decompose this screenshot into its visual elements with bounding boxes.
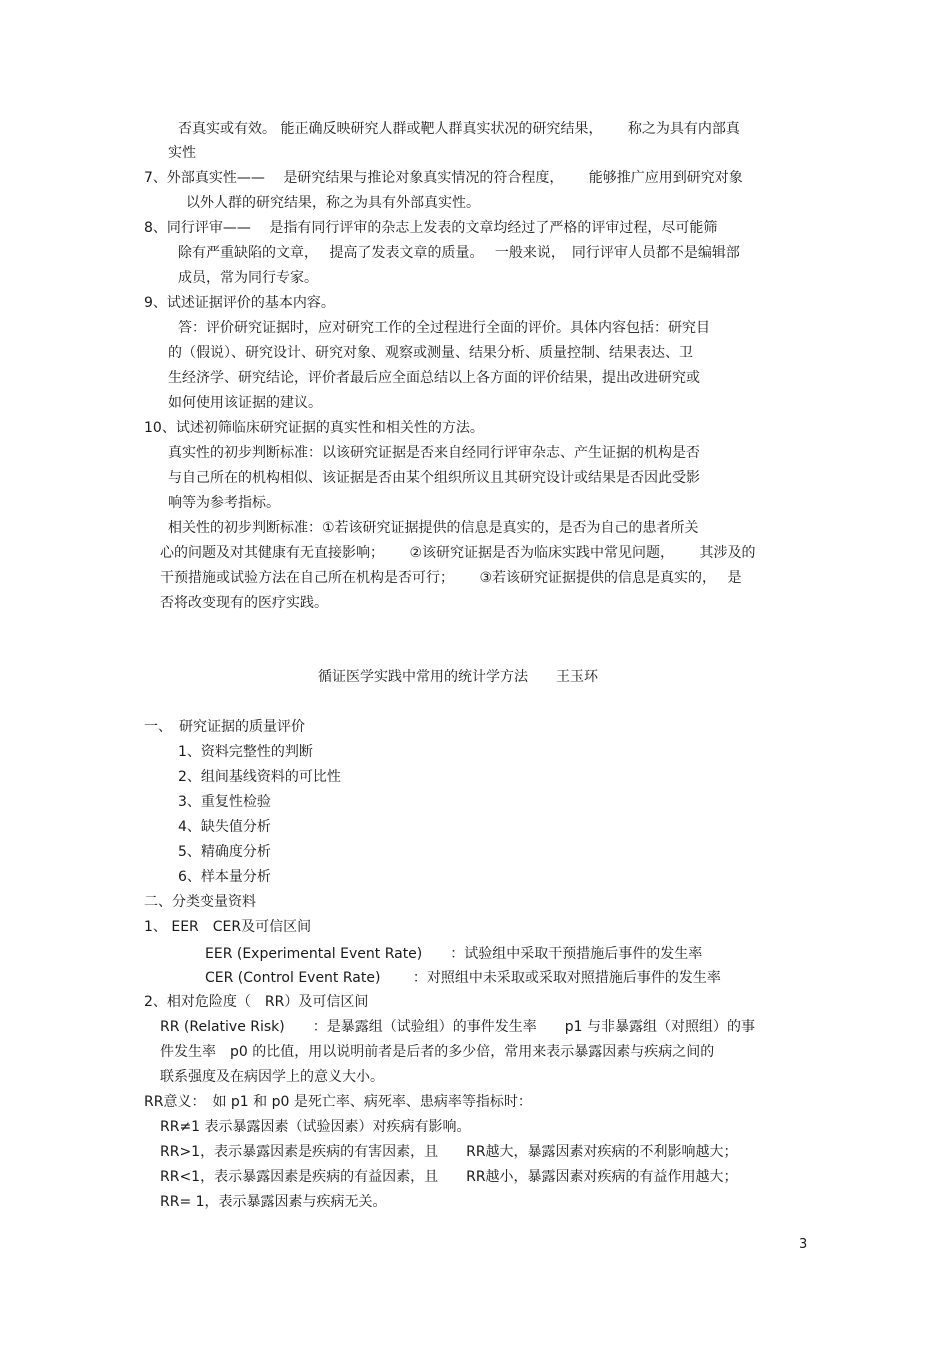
text-line: 2、相对危险度（ RR）及可信区间 xyxy=(144,994,369,1010)
text-line: 干预措施或试验方法在自己所在机构是否可行； ③若该研究证据提供的信息是真实的， 是 xyxy=(160,570,742,586)
text-line: 答：评价研究证据时，应对研究工作的全过程进行全面的评价。具体内容包括：研究目 xyxy=(178,320,710,336)
text-line: 响等为参考指标。 xyxy=(168,495,280,511)
text-line: 生经济学、研究结论，评价者最后应全面总结以上各方面的评价结果，提出改进研究或 xyxy=(168,370,700,386)
section-title: 循证医学实践中常用的统计学方法 王玉环 xyxy=(318,669,598,685)
text-line: 实性 xyxy=(168,145,196,161)
list-item: 1、资料完整性的判断 xyxy=(178,744,313,760)
text-line: 9、试述证据评价的基本内容。 xyxy=(144,295,335,311)
text-line: 8、同行评审—— 是指有同行评审的杂志上发表的文章均经过了严格的评审过程，尽可能筛 xyxy=(144,220,718,236)
text-line: RR<1，表示暴露因素是疾病的有益因素，且 RR越小，暴露因素对疾病的有益作用越大； xyxy=(160,1169,738,1185)
text-line: 相关性的初步判断标准：①若该研究证据提供的信息是真实的，是否为自己的患者所关 xyxy=(168,520,699,536)
text-line: 真实性的初步判断标准：以该研究证据是否来自经同行评审杂志、产生证据的机构是否 xyxy=(168,445,700,461)
text-line: RR (Relative Risk) ：是暴露组（试验组）的事件发生率 p1 与非暴露组（对照组）的事 xyxy=(160,1019,755,1035)
text-line: 成员，常为同行专家。 xyxy=(178,270,318,286)
list-item: 2、组间基线资料的可比性 xyxy=(178,769,341,785)
text-line: 二、分类变量资料 xyxy=(144,894,256,910)
text-line: 否将改变现有的医疗实践。 xyxy=(160,595,328,611)
list-item: 4、缺失值分析 xyxy=(178,819,271,835)
text-line: 的（假说）、研究设计、研究对象、观察或测量、结果分析、质量控制、结果表达、卫 xyxy=(168,345,693,361)
text-line: 一、 研究证据的质量评价 xyxy=(144,719,305,735)
text-line: 与自己所在的机构相似、该证据是否由某个组织所议且其研究设计或结果是否因此受影 xyxy=(168,470,700,486)
text-line: 心的问题及对其健康有无直接影响； ②该研究证据是否为临床实践中常见问题， 其涉及的 xyxy=(160,545,756,561)
text-line: RR>1，表示暴露因素是疾病的有害因素，且 RR越大，暴露因素对疾病的不利影响越大； xyxy=(160,1144,738,1160)
text-line: 如何使用该证据的建议。 xyxy=(168,395,322,411)
text-line: 1、 EER CER及可信区间 xyxy=(144,919,312,935)
list-item: 6、样本量分析 xyxy=(178,869,271,885)
list-item: 3、重复性检验 xyxy=(178,794,271,810)
page-number: 3 xyxy=(799,1237,808,1252)
text-line: 7、外部真实性—— 是研究结果与推论对象真实情况的符合程度， 能够推广应用到研究对象 xyxy=(144,170,743,186)
text-line: RR= 1，表示暴露因素与疾病无关。 xyxy=(160,1194,387,1210)
list-item: 5、精确度分析 xyxy=(178,844,271,860)
text-line: 件发生率 p0 的比值，用以说明前者是后者的多少倍，常用来表示暴露因素与疾病之间的 xyxy=(160,1044,715,1060)
text-line: CER (Control Event Rate) ：对照组中未采取或采取对照措施后事件的发生率 xyxy=(205,970,721,986)
text-line: 除有严重缺陷的文章， 提高了发表文章的质量。 一般来说， 同行评审人员都不是编辑部 xyxy=(178,245,740,261)
text-line: 联系强度及在病因学上的意义大小。 xyxy=(160,1069,384,1085)
text-line: 否真实或有效。 能正确反映研究人群或靶人群真实状况的研究结果， 称之为具有内部真 xyxy=(178,121,740,137)
text-line: EER (Experimental Event Rate) ：试验组中采取干预措施后事件的发生率 xyxy=(205,946,703,962)
text-line: RR≠1 表示暴露因素（试验因素）对疾病有影响。 xyxy=(160,1119,471,1135)
text-line: 10、试述初筛临床研究证据的真实性和相关性的方法。 xyxy=(144,420,484,436)
text-line: 以外人群的研究结果，称之为具有外部真实性。 xyxy=(186,195,480,211)
text-line: RR意义： 如 p1 和 p0 是死亡率、病死率、患病率等指标时： xyxy=(144,1094,532,1110)
